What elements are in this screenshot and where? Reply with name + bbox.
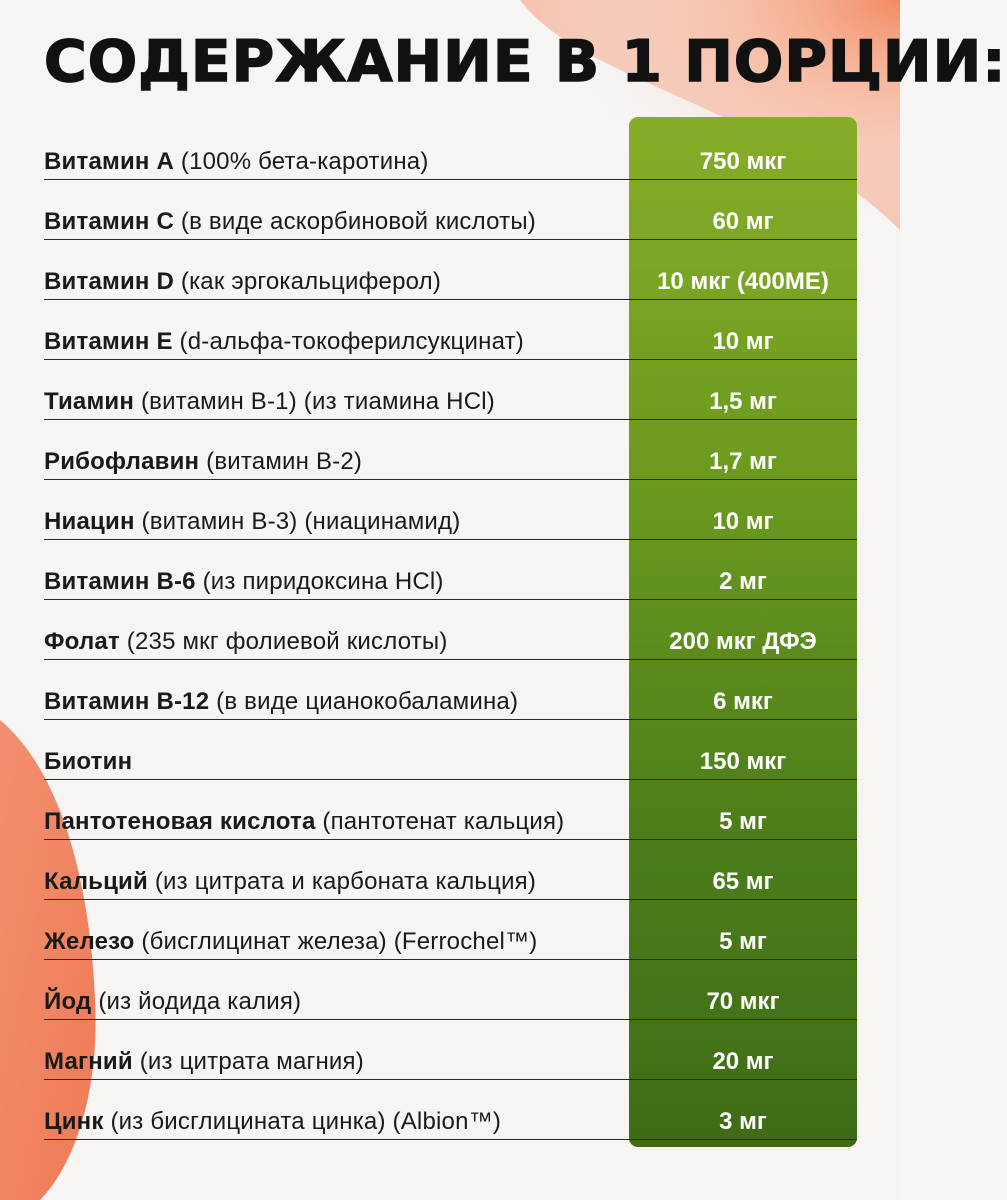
nutrient-note: (d-альфа-токоферилсукцинат) [179,328,524,355]
table-row [44,600,857,660]
nutrient-label [44,387,619,417]
nutrient-amount: 60 мг [712,208,774,235]
nutrient-note: (из йодида калия) [98,988,302,1015]
table-row [44,780,857,840]
nutrient-name: Пантотеновая кислота [44,808,316,835]
nutrient-label [44,927,619,957]
nutrient-note: (из цитрата и карбоната кальция) [154,868,537,895]
nutrient-name: Тиамин [44,388,135,415]
nutrient-name: Железо [44,928,135,955]
nutrient-amount: 2 мг [719,568,767,595]
nutrient-label [44,747,619,777]
nutrient-label [44,147,619,177]
nutrient-label [44,1047,619,1077]
nutrient-name: Йод [44,988,92,1015]
table-row [44,300,857,360]
page-title: СОДЕРЖАНИЕ В 1 ПОРЦИИ: [44,29,1007,95]
nutrient-note: (витамин В-2) [206,448,363,475]
nutrient-label [44,567,619,597]
nutrient-note: (в виде аскорбиновой кислоты) [180,208,536,235]
table-row [44,900,857,960]
nutrient-name: Фолат [44,628,120,655]
nutrient-amount: 3 мг [719,1108,767,1135]
table-row [44,1020,857,1080]
nutrient-note: (100% бета-каротина) [180,148,429,175]
nutrient-name: Магний [44,1048,133,1075]
table-row [44,180,857,240]
nutrient-note: (витамин В-1) (из тиамина HCl) [140,388,495,415]
nutrient-amount: 200 мкг ДФЭ [669,628,817,655]
table-row [44,360,857,420]
nutrient-amount: 1,5 мг [709,388,777,415]
nutrient-name: Рибофлавин [44,448,200,475]
nutrient-amount: 1,7 мг [709,448,777,475]
nutrient-label [44,447,619,477]
nutrient-amount: 6 мкг [713,688,773,715]
nutrient-amount: 750 мкг [699,148,787,175]
nutrient-amount: 65 мг [712,868,774,895]
nutrient-note: (витамин В-3) (ниацинамид) [141,508,461,535]
table-row [44,720,857,780]
nutrient-name: Кальций [44,868,148,895]
nutrient-amount: 150 мкг [699,748,787,775]
nutrient-label [44,1107,619,1137]
nutrient-name: Витамин В-12 [44,688,210,715]
row-divider [44,1139,857,1141]
nutrient-note: (бисглицинат железа) (Ferrochel™) [141,928,538,955]
nutrient-name: Ниацин [44,508,135,535]
table-row [44,660,857,720]
nutrient-label [44,627,619,657]
nutrient-amount: 5 мг [719,808,767,835]
nutrient-amount: 70 мкг [706,988,780,1015]
nutrient-amount: 10 мг [712,328,774,355]
nutrient-label [44,507,619,537]
nutrient-note: (в виде цианокобаламина) [216,688,519,715]
nutrient-label [44,267,619,297]
table-row [44,240,857,300]
table-row [44,840,857,900]
nutrient-name: Витамин Е [44,328,173,355]
nutrient-name: Биотин [44,748,133,775]
nutrient-note: (пантотенат кальция) [322,808,565,835]
nutrient-name: Витамин D [44,268,174,295]
nutrient-amount: 20 мг [712,1048,774,1075]
table-row [44,540,857,600]
nutrient-amount: 5 мг [719,928,767,955]
nutrient-name: Цинк [44,1108,104,1135]
nutrient-amount: 10 мкг (400МЕ) [657,268,829,295]
nutrient-label [44,207,619,237]
nutrient-note: (из бисглицината цинка) (Albion™) [110,1108,502,1135]
nutrient-note: (235 мкг фолиевой кислоты) [126,628,448,655]
nutrient-name: Витамин А [44,148,174,175]
nutrient-label [44,327,619,357]
nutrient-note: (как эргокальциферол) [180,268,442,295]
nutrient-note: (из цитрата магния) [139,1048,364,1075]
nutrient-label [44,807,619,837]
table-row [44,1080,857,1140]
nutrient-name: Витамин В-6 [44,568,196,595]
table-row [44,120,857,180]
table-row [44,420,857,480]
nutrient-note: (из пиридоксина HCl) [202,568,444,595]
nutrient-name: Витамин С [44,208,174,235]
nutrient-label [44,867,619,897]
nutrient-label [44,987,619,1017]
table-row [44,960,857,1020]
nutrient-amount: 10 мг [712,508,774,535]
nutrient-label [44,687,619,717]
table-row [44,480,857,540]
